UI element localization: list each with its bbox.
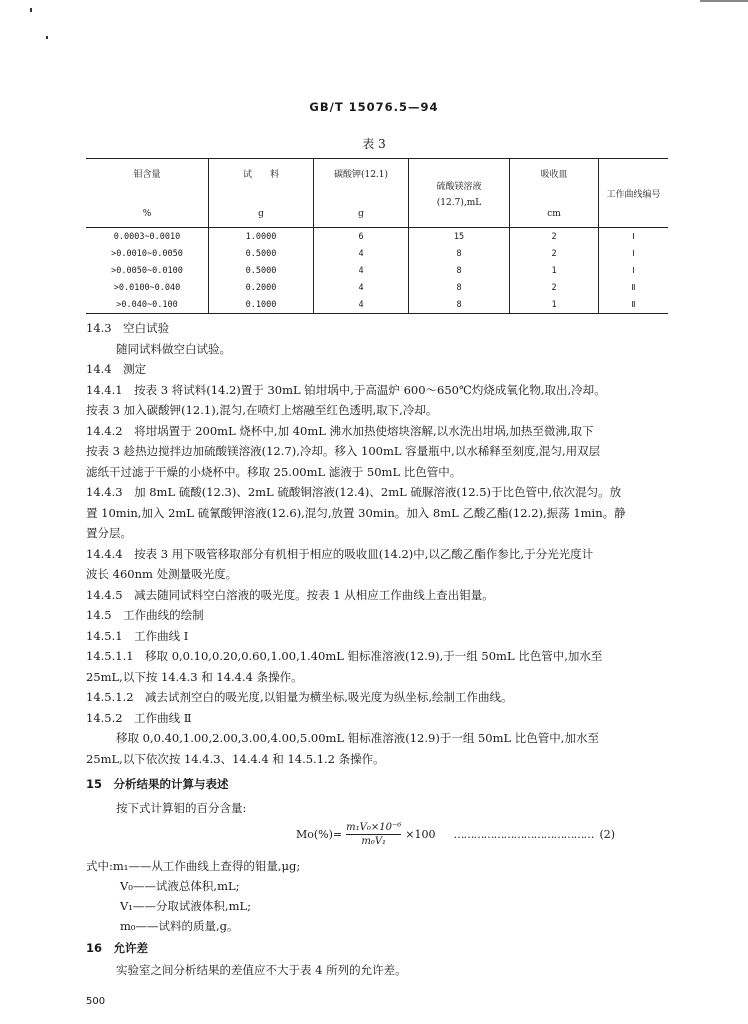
definition-line: m₀——试料的质量,g。: [120, 919, 239, 933]
table-cell: 4: [314, 245, 409, 262]
header-top: 碳酸钾(12.1): [333, 170, 389, 180]
section-16-heading: 16 允许差: [86, 941, 149, 955]
table-cell: 2: [510, 245, 599, 262]
table-cell: 0.2000: [209, 279, 314, 296]
scan-speck: [700, 0, 748, 2]
table-cell: 1: [510, 262, 599, 279]
paragraph-line: 按下式计算钼的百分含量:: [116, 801, 247, 815]
header-top: 试 料: [242, 170, 279, 180]
formula-number: (2): [599, 828, 616, 841]
paragraph-line: 移取 0,0.40,1.00,2.00,3.00,4.00,5.00mL 钼标准溶液(12.9)于一组 50mL 比色管中,加水至: [116, 731, 599, 745]
table-cell: 6: [314, 228, 409, 246]
header-top: 吸收皿: [540, 170, 568, 180]
section-14-3-heading: 14.3 空白试验: [86, 321, 170, 335]
header-top: 硫酸镁溶液: [436, 181, 482, 192]
table-row: [86, 262, 668, 279]
header-unit: g: [258, 209, 264, 219]
table-cell: 2: [510, 228, 599, 246]
section-15-heading: 15 分析结果的计算与表述: [86, 777, 229, 791]
scan-speck: [30, 8, 32, 12]
table-row: [86, 296, 668, 314]
paragraph-line: 14.4.2 将坩埚置于 200mL 烧杯中,加 40mL 沸水加热使熔块溶解,以水洗出坩埚,加热至微沸,取下: [86, 424, 594, 438]
paragraph-line: 25mL,以下依次按 14.4.3、14.4.4 和 14.5.1.2 条操作。: [86, 752, 385, 766]
table-header-row: [86, 159, 668, 228]
paragraph-line: 14.4.1 按表 3 将试料(14.2)置于 30mL 铂坩埚中,于高温炉 600～650℃灼烧成氧化物,取出,冷却。: [86, 383, 606, 397]
table-title: 表 3: [362, 137, 386, 151]
scan-speck: [46, 36, 48, 39]
table-cell: 8: [409, 296, 510, 314]
header-unit: g: [358, 209, 364, 219]
table-cell: 1.0000: [209, 228, 314, 246]
table-cell: 0.5000: [209, 245, 314, 262]
header-top: 工作曲线编号: [606, 189, 661, 200]
definition-line: V₁——分取试液体积,mL;: [120, 899, 251, 913]
section-14-5-heading: 14.5 工作曲线的绘制: [86, 608, 204, 622]
header-magnesium-sulfate: [409, 159, 510, 228]
table-cell: Ⅱ: [599, 296, 669, 314]
paragraph-line: 14.5.1.2 减去试剂空白的吸光度,以钼量为横坐标,吸光度为纵坐标,绘制工作曲线。: [86, 690, 513, 704]
table-cell: 15: [409, 228, 510, 246]
header-unit: %: [142, 209, 152, 219]
table-cell: 4: [314, 296, 409, 314]
paragraph-line: 14.4.5 减去随同试料空白溶液的吸光度。按表 1 从相应工作曲线上查出钼量。: [86, 588, 494, 602]
formula-leader-dots: ……………………………………: [453, 828, 594, 841]
where-line: 式中:m₁——从工作曲线上查得的钼量,μg;: [86, 859, 301, 873]
paragraph-line: 按表 3 趁热边搅拌边加硫酸镁溶液(12.7),冷却。移入 100mL 容量瓶中,以水稀释至刻度,混匀,用双层: [86, 444, 601, 458]
formula-denominator: m₀V₁: [361, 836, 387, 847]
table-row: [86, 228, 668, 246]
paragraph-line: 置 10min,加入 2mL 硫氰酸钾溶液(12.6),混匀,放置 30min。加入 8mL 乙酸乙酯(12.2),振荡 1min。静: [86, 506, 626, 520]
table-3: [86, 158, 668, 314]
paragraph-line: 置分层。: [86, 526, 132, 540]
subsection-heading: 14.5.2 工作曲线 Ⅱ: [86, 711, 192, 725]
table-cell: 1: [510, 296, 599, 314]
paragraph-line: 波长 460nm 处测量吸光度。: [86, 567, 238, 581]
table-cell: Ⅰ: [599, 245, 669, 262]
table-cell: 0.5000: [209, 262, 314, 279]
section-14-4-heading: 14.4 测定: [86, 362, 147, 376]
table-row: [86, 279, 668, 296]
paragraph-line: 14.5.1.1 移取 0,0.10,0.20,0.60,1.00,1.40mL 钼标准溶液(12.9),于一组 50mL 比色管中,加水至: [86, 649, 603, 663]
fraction-bar: [346, 834, 401, 835]
table-cell: 0.1000: [209, 296, 314, 314]
header-top: 钼含量: [133, 170, 161, 180]
paragraph-line: 随同试料做空白试验。: [116, 342, 231, 356]
table-cell: >0.040~0.100: [86, 296, 209, 314]
document-header: GB/T 15076.5—94: [309, 100, 439, 114]
table-cell: Ⅰ: [599, 262, 669, 279]
header-unit: cm: [547, 209, 561, 219]
table-cell: 4: [314, 262, 409, 279]
formula-fraction: [346, 822, 401, 847]
paragraph-line: 按表 3 加入碳酸钾(12.1),混匀,在喷灯上熔融至红色透明,取下,冷却。: [86, 403, 438, 417]
header-mo-content: [86, 159, 209, 228]
table-cell: >0.0010~0.0050: [111, 248, 183, 259]
paragraph-line: 14.4.3 加 8mL 硫酸(12.3)、2mL 硫酸铜溶液(12.4)、2mL 硫脲溶液(12.5)于比色管中,依次混匀。放: [86, 485, 622, 499]
table-cell: 8: [409, 245, 510, 262]
definition-line: V₀——试液总体积,mL;: [120, 879, 240, 893]
table-cell: 8: [409, 279, 510, 296]
table-cell: >0.0100~0.040: [113, 282, 181, 293]
paragraph-line: 滤纸干过滤于干燥的小烧杯中。移取 25.00mL 滤液于 50mL 比色管中。: [86, 465, 462, 479]
subsection-heading: 14.5.1 工作曲线 Ⅰ: [86, 629, 189, 643]
table-cell: 4: [314, 279, 409, 296]
table-cell: Ⅱ: [599, 279, 669, 296]
formula-numerator: m₁V₀×10⁻⁶: [346, 822, 402, 833]
table-cell: 8: [409, 262, 510, 279]
header-sample: [209, 159, 314, 228]
formula-tail: ×100: [405, 828, 436, 841]
table-cell: >0.0050~0.0100: [111, 265, 183, 276]
header-curve-no: [599, 159, 669, 228]
table-cell: Ⅰ: [599, 228, 669, 246]
paragraph-line: 实验室之间分析结果的差值应不大于表 4 所列的允许差。: [116, 963, 407, 977]
header-unit: (12.7),mL: [436, 197, 482, 208]
header-potassium-carbonate: [314, 159, 409, 228]
table-row: [86, 245, 668, 262]
paragraph-line: 14.4.4 按表 3 用下吸管移取部分有机相于相应的吸收皿(14.2)中,以乙酸乙酯作参比,于分光光度计: [86, 547, 594, 561]
paragraph-line: 25mL,以下按 14.4.3 和 14.4.4 条操作。: [86, 670, 303, 684]
table-cell: 2: [510, 279, 599, 296]
page-number: 500: [86, 996, 106, 1007]
formula-2: [296, 822, 615, 847]
header-cuvette: [510, 159, 599, 228]
table-cell: 0.0003~0.0010: [113, 231, 181, 242]
formula-lhs: Mo(%)=: [296, 828, 343, 841]
